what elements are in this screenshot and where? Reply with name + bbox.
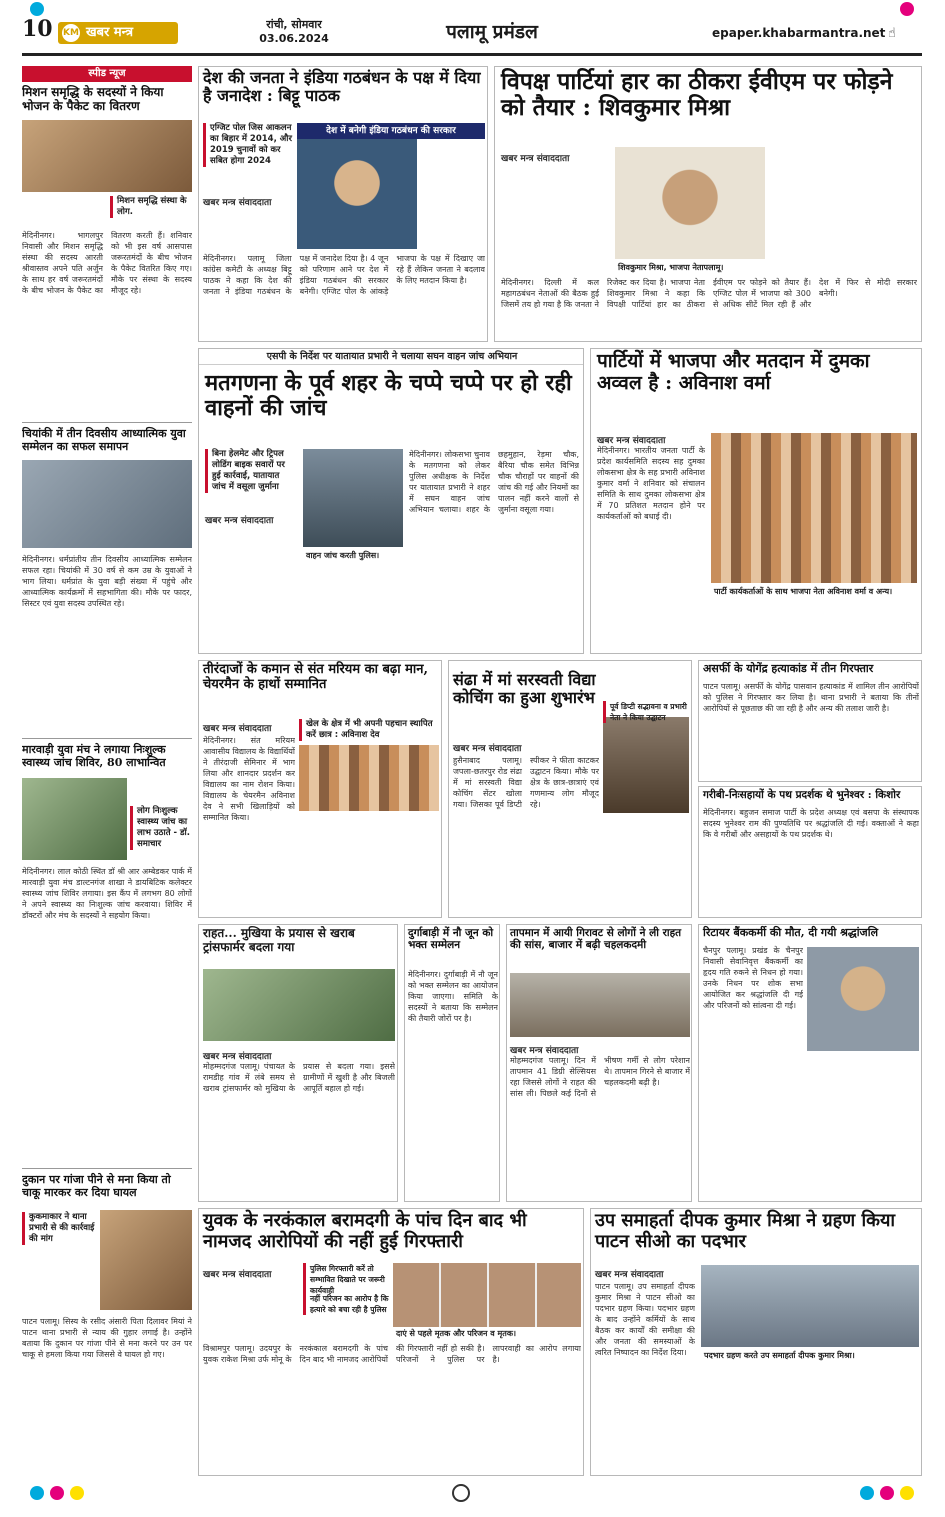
story-narkankal-headline: युवक के नरकंकाल बरामदगी के पांच दिन बाद भी नामजद आरोपियों की नहीं हुई गिरफ्तारी: [203, 1210, 527, 1252]
registration-target-icon: [452, 1484, 470, 1502]
story-saraswati: [448, 660, 692, 918]
story-bittu-byline: खबर मन्त्र संवाददाता: [203, 198, 272, 208]
story-transformer: [198, 924, 398, 1202]
story-matganna-callout: बिना हेलमेट और ट्रिपल लोडिंग बाइक सवारों पर हुई कार्रवाई, यातायात जांच में वसूला जुर्माना: [205, 449, 295, 493]
story-shivkumar-body: मेदिनीनगर। दिल्ली में कल महागठबंधन नेताओं की बैठक हुई जिसमें तय हो गया है कि जनता ने रिजेक्ट कर दिया है। भाजपा नेता शिवकुमार मिश्रा ने कहा कि विपक्षी पार्टियां हार का ठीकरा ईवीएम पर फोड़ने को तैयार हैं। एग्जिट पोल में भाजपा को 300 से अधिक सीटें मिल रही हैं और देश में फिर से मोदी सरकार बनेगी।: [501, 278, 917, 309]
speed-item3-caption: लोग निःशुल्क स्वास्थ्य जांच का लाभ उठाते - डॉ. समाचार: [130, 806, 192, 850]
speed-item2-photo: [22, 460, 192, 548]
speed-item3-photo: [22, 778, 127, 860]
story-matganna-kicker: एसपी के निर्देश पर यातायात प्रभारी ने चलाया सघन वाहन जांच अभियान: [199, 349, 584, 365]
story-avinash-photo: [711, 433, 917, 583]
story-teerandaz-headline: तीरंदाजों के कमान से संत मरियम का बढ़ा मान, चेयरमैन के हाथों सम्मानित: [203, 662, 429, 692]
story-narkankal-caption: दाएं से पहले मृतक और परिजन व मृतक।: [393, 1327, 581, 1340]
story-ajit-body: पाटन पलामू। असर्फी के योगेंद्र पासवान हत्याकांड में शामिल तीन आरोपियों को पुलिस ने गिरफ्तार कर लिया है। थाना प्रभारी ने बताया कि तीनों आरोपियों से पूछताछ की जा रही है और अन्य की तलाश जारी है।: [703, 682, 919, 713]
story-deepak-mishra: [590, 1208, 922, 1476]
story-durgabadi-body: मेदिनीनगर। दुर्गाबाड़ी में नौ जून को भक्त सम्मेलन का आयोजन किया जाएगा। समिति के सदस्यों ने बताया कि सम्मेलन की तैयारी जोरों पर है।: [408, 970, 498, 1023]
story-tapman-headline: तापमान में आयी गिरावट से लोगों ने ली राहत की सांस, बाजार में बढ़ी चहलकदमी: [510, 927, 682, 952]
story-transformer-byline: खबर मन्त्र संवाददाता: [203, 1052, 272, 1062]
story-saraswati-body-cont: [603, 817, 689, 913]
speed-news-banner: स्पीड न्यूज: [22, 66, 192, 82]
registration-mark-bottom-4: [860, 1486, 874, 1500]
registration-mark-bottom-5: [880, 1486, 894, 1500]
story-saraswati-body: हुसैनाबाद पलामू। जपला-छतरपुर रोड संढा में मां सरस्वती विद्या कोचिंग सेंटर खोला गया। जिसका पूर्व डिप्टी स्पीकर ने फीता काटकर उद्घाटन किया। मौके पर क्षेत्र के छात्र-छात्राएं एवं गणमान्य लोग मौजूद रहे।: [453, 756, 599, 809]
brand-name: खबर मन्त्र: [86, 25, 134, 40]
story-avinash-headline: पार्टियों में भाजपा और मतदान में दुमका अव्वल है : अविनाश वर्मा: [597, 350, 870, 394]
story-bittu-photo: [297, 139, 417, 249]
story-narkankal-callout1: पुलिस गिरफ्तारी करें तो सम्भावित दिखाते पर जरूरी कार्यवाही: [303, 1263, 389, 1296]
date: 03.06.2024: [259, 32, 329, 45]
speed-item2-headline: चियांकी में तीन दिवसीय आध्यात्मिक युवा सम्मेलन का सफल समापन: [22, 427, 186, 453]
speed-item1-body: मेदिनीनगर। भागलपुर निवासी और मिशन समृद्धि संस्था की सदस्य आरती श्रीवास्तव अपने पति अर्जुन के साथ हर वर्ष जरूरतमंदों के बीच भोजन के पैकेट का वितरण करती हैं। शनिवार को भी इस वर्ष आसपास जरूरतमंदों के बीच भोजन के पैकेट वितरित किए गए। मौके पर संस्था के सदस्य मौजूद रहे।: [22, 231, 192, 295]
story-tapman-body: मोहम्मदगंज पलामू। दिन में तापमान 41 डिग्री सेल्सियस रहा जिससे लोगों ने राहत की सांस ली। पिछले कई दिनों से भीषण गर्मी से लोग परेशान थे। तापमान गिरने से बाजार में चहलकदमी बढ़ी है।: [510, 1056, 690, 1098]
speed-item3-headline: मारवाड़ी युवा मंच ने लगाया निःशुल्क स्वास्थ्य जांच शिविर, 80 लाभान्वित: [22, 743, 166, 769]
brand-badge: [58, 22, 178, 44]
story-narkankal-callout2: नहीं परिजन का आरोप है कि हत्यारे को बचा रही है पुलिस: [303, 1293, 389, 1315]
speed-item4-photo: [100, 1210, 192, 1310]
story-deepak-headline: उप समाहर्ता दीपक कुमार मिश्रा ने ग्रहण किया पाटन सीओ का पदभार: [595, 1210, 896, 1252]
speed-item4-caption: कुकमाकार ने थाना प्रभारी से की कार्रवाई की मांग: [22, 1212, 96, 1245]
story-teerandaz-byline: खबर मन्त्र संवाददाता: [203, 724, 272, 734]
registration-mark-bottom-2: [50, 1486, 64, 1500]
registration-mark-bottom-3: [70, 1486, 84, 1500]
story-transformer-photo: [203, 969, 395, 1041]
speed-news-column: [22, 66, 192, 1476]
story-shivkumar-headline: विपक्ष पार्टियां हार का ठीकरा ईवीएम पर फोड़ने को तैयार : शिवकुमार मिश्रा: [501, 68, 893, 122]
story-garibi: [698, 786, 922, 918]
story-tapman: [506, 924, 692, 1202]
speed-item3-body: मेदिनीनगर। लाल कोठी स्थित डॉ श्री आर अम्बेडकर पार्क में मारवाड़ी युवा मंच डाल्टनगंज शाखा ने डायबिटिक कलेक्टर स्वास्थ्य जांच शिविर लगाया। इस कैंप में लगभग 80 लोगों ने अपने स्वास्थ्य का निःशुल्क जांच करवाया। शिविर में डॉक्टरों और मंच के सदस्यों ने सहयोग किया।: [22, 867, 192, 920]
story-deepak-caption: पदभार ग्रहण करते उप समाहर्ता दीपक कुमार मिश्रा।: [701, 1349, 919, 1362]
story-durgabadi-headline: दुर्गाबाड़ी में नौ जून को भक्त सम्मेलन: [408, 927, 494, 952]
story-narkankal-body: विश्रामपुर पलामू। उदयपुर के युवक राकेश मिश्रा उर्फ मोनू के नरकंकाल बरामदगी के पांच दिन बाद भी नामजद आरोपियों की गिरफ्तारी नहीं हो सकी है। परिजनों ने पुलिस पर लापरवाही का आरोप लगाया है।: [203, 1344, 581, 1364]
story-teerandaz-body-cont: [299, 817, 439, 913]
story-bittu-callout: एग्जिट पोल जिस आकलन का बिहार में 2014, और 2019 चुनावों को कर सबित होगा 2024: [203, 123, 293, 167]
cursor-icon: ☝: [888, 26, 896, 41]
story-retired-body-cont: [703, 1059, 919, 1197]
story-bittu-photo-banner: देश में बनेगी इंडिया गठबंधन की सरकार: [297, 123, 485, 139]
page-number: 10: [22, 16, 53, 42]
story-teerandaz-caption: खेल के क्षेत्र में भी अपनी पहचान स्थापित करें छात्र : अविनाश देव: [299, 719, 439, 741]
story-deepak-body: पाटन पलामू। उप समाहर्ता दीपक कुमार मिश्रा ने पाटन सीओ का पदभार ग्रहण किया। पदभार ग्रहण के बाद उन्होंने कर्मियों के साथ बैठक कर कार्यों की समीक्षा की और जनता की समस्याओं के त्वरित निष्पादन का निर्देश दिया।: [595, 1282, 695, 1357]
story-teerandaz-photo: [299, 745, 439, 811]
story-matganna: [198, 348, 584, 654]
story-avinash-byline: खबर मन्त्र संवाददाता: [597, 436, 666, 446]
divider: [22, 1168, 192, 1169]
epaper-link[interactable]: epaper.khabarmantra.net: [712, 26, 886, 40]
section-title: पलामू प्रमंडल: [446, 21, 538, 43]
divider: [22, 738, 192, 739]
story-narkankal: [198, 1208, 584, 1476]
story-matganna-photo: [303, 449, 403, 547]
story-retired: [698, 924, 922, 1202]
speed-item1-photo: [22, 120, 192, 192]
story-avinash-verma: [590, 348, 922, 654]
story-shivkumar-caption: शिवकुमार मिश्रा, भाजपा नेतापलामू।: [615, 261, 765, 274]
story-matganna-caption: वाहन जांच करती पुलिस।: [303, 549, 403, 562]
story-bittu-pathak: [198, 66, 488, 342]
registration-mark-bottom-6: [900, 1486, 914, 1500]
divider: [22, 422, 192, 423]
story-narkankal-byline: खबर मन्त्र संवाददाता: [203, 1270, 272, 1280]
speed-item4-body: पाटन पलामू। सिस्य के रसीद अंसारी पिता दिलावर मियां ने पाटन थाना प्रभारी से न्याय की गुहार लगाई है। उन्होंने बताया कि दुकान पर गांजा पीने से मना करने पर उन पर चाकू से हमला किया गया जिससे वे घायल हो गए।: [22, 1317, 192, 1359]
registration-mark-bottom-1: [30, 1486, 44, 1500]
story-bittu-headline: देश की जनता ने इंडिया गठबंधन के पक्ष में दिया है जनादेश : बिट्टू पाठक: [203, 68, 481, 106]
story-deepak-photo: [701, 1265, 919, 1347]
story-narkankal-photo: [393, 1263, 581, 1327]
story-matganna-body: मेदिनीनगर। लोकसभा चुनाव के मतगणना को लेकर पुलिस अधीक्षक के निर्देश पर यातायात प्रभारी ने शहर में सघन वाहन जांच अभियान चलाया। शहर के छहमुहान, रेड़मा चौक, बैरिया चौक समेत विभिन्न चौक चौराहों पर वाहनों की जांच की गई और नियमों का पालन नहीं करने वालों से जुर्माना वसूला गया।: [409, 450, 579, 514]
story-retired-photo: [807, 947, 919, 1051]
masthead: [22, 14, 922, 56]
story-transformer-body: मोहम्मदगंज पलामू। पंचायत के रामडीह गांव में लंबे समय से खराब ट्रांसफार्मर को मुखिया के प्रयास से बदला गया। इससे ग्रामीणों में खुशी है और बिजली आपूर्ति बहाल हो गई।: [203, 1062, 395, 1093]
story-saraswati-headline: संढा में मां सरस्वती विद्या कोचिंग का हुआ शुभारंभ: [453, 670, 596, 708]
story-teerandaz-body: मेदिनीनगर। संत मरियम आवासीय विद्यालय के विद्यार्थियों ने तीरंदाजी सेमिनार में भाग लिया और शानदार प्रदर्शन कर विद्यालय का नाम रोशन किया। विद्यालय के चेयरमैन अविनाश देव ने सभी खिलाड़ियों को सम्मानित किया।: [203, 736, 295, 822]
story-saraswati-caption: पूर्व डिप्टी सद्भावना व प्रभारी नेता ने किया उद्घाटन: [603, 701, 689, 723]
brand-logo-icon: KM: [62, 24, 80, 42]
story-tapman-byline: खबर मन्त्र संवाददाता: [510, 1046, 579, 1056]
speed-item1-headline: मिशन समृद्धि के सदस्यों ने किया भोजन के पैकेट का वितरण: [22, 85, 164, 113]
story-durgabadi: [404, 924, 500, 1202]
speed-item2-body: मेदिनीनगर। धर्मप्रांतीय तीन दिवसीय आध्यात्मिक सम्मेलन सफल रहा। चियांकी में 30 वर्ष से कम उम्र के युवाओं ने भाग लिया। धर्मप्रांत के युवा बड़ी संख्या में पहुंचे और आध्यात्मिक कार्यक्रमों में सहभागिता की। मौके पर फादर, सिस्टर एवं युवा सदस्य उपस्थित रहे।: [22, 555, 192, 608]
story-teerandaz: [198, 660, 442, 918]
story-ajit-headline: असर्फी के योगेंद्र हत्याकांड में तीन गिरफ्तार: [703, 662, 874, 675]
story-avinash-caption: पार्टी कार्यकर्ताओं के साथ भाजपा नेता अविनाश वर्मा व अन्य।: [711, 585, 917, 598]
city-day: रांची, सोमवार: [266, 18, 322, 31]
story-deepak-body-cont: [701, 1365, 919, 1471]
story-matganna-headline: मतगणना के पूर्व शहर के चप्पे चप्पे पर हो रही वाहनों की जांच: [205, 370, 572, 422]
story-garibi-headline: गरीबी-निःसहायों के पथ प्रदर्शक थे भुनेश्वर : किशोर: [703, 789, 901, 801]
story-avinash-body: मेदिनीनगर। भारतीय जनता पार्टी के प्रदेश कार्यसमिति सदस्य सह दुमका लोकसभा क्षेत्र के सह प्रभारी अविनाश कुमार वर्मा ने शनिवार को संचालन समिति के साथ दुमका लोकसभा क्षेत्र में 70 प्रतिशत मतदान होने पर कार्यकर्ताओं को बधाई दी।: [597, 446, 705, 521]
story-shivkumar-photo: [615, 147, 765, 259]
story-matganna-byline: खबर मन्त्र संवाददाता: [205, 516, 274, 526]
story-garibi-body: मेदिनीनगर। बहुजन समाज पार्टी के प्रदेश अध्यक्ष एवं बसपा के संस्थापक सदस्य भुनेश्वर राम की पुण्यतिथि पर श्रद्धांजलि दी गई। वक्ताओं ने कहा कि वे गरीबों और असहायों के पथ प्रदर्शक थे।: [703, 808, 919, 839]
story-retired-body: चैनपुर पलामू। प्रखंड के चैनपुर निवासी सेवानिवृत्त बैंककर्मी का हृदय गति रुकने से निधन हो गया। उनके निधन पर शोक सभा आयोजित कर श्रद्धांजलि दी गई और परिजनों को सांत्वना दी गई।: [703, 946, 803, 1010]
story-avinash-body-cont: [597, 601, 917, 651]
story-shivkumar-mishra: [494, 66, 922, 342]
story-ajit: [698, 660, 922, 782]
story-tapman-photo: [510, 973, 690, 1037]
story-transformer-headline: राहत... मुखिया के प्रयास से खराब ट्रांसफार्मर बदला गया: [203, 926, 355, 954]
story-shivkumar-byline: खबर मन्त्र संवाददाता: [501, 154, 570, 164]
edition-date: [254, 18, 334, 46]
story-saraswati-photo: [603, 717, 689, 813]
story-saraswati-byline: खबर मन्त्र संवाददाता: [453, 744, 522, 754]
speed-item1-caption: मिशन समृद्धि संस्था के लोग.: [110, 196, 192, 218]
story-bittu-body: मेदिनीनगर। पलामू जिला कांग्रेस कमेटी के अध्यक्ष बिट्टू पाठक ने कहा कि देश की जनता ने इंडिया गठबंधन के पक्ष में जनादेश दिया है। 4 जून को परिणाम आने पर देश में इंडिया गठबंधन की सरकार बनेगी। एग्जिट पोल के आंकड़े भाजपा के पक्ष में दिखाए जा रहे हैं लेकिन जनता ने बदलाव के लिए मतदान किया है।: [203, 254, 485, 296]
speed-item4-headline: दुकान पर गांजा पीने से मना किया तो चाकू मारकर कर दिया घायल: [22, 1173, 171, 1199]
story-retired-headline: रिटायर बैंककर्मी की मौत, दी गयी श्रद्धांजलि: [703, 926, 879, 939]
story-deepak-byline: खबर मन्त्र संवाददाता: [595, 1270, 664, 1280]
